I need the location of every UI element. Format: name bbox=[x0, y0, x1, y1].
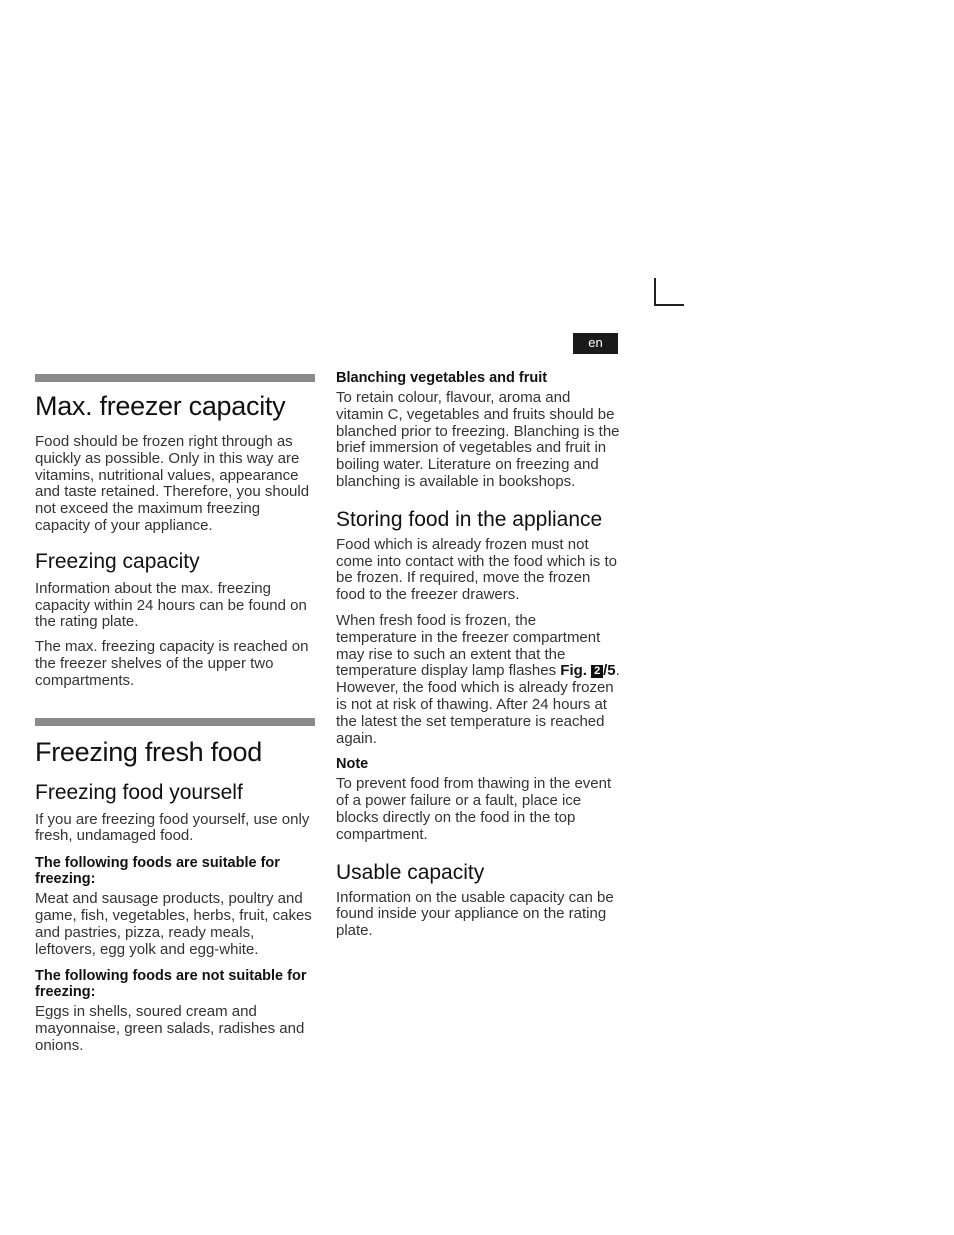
usable-capacity-text: Information on the usable capacity can be found inside your appliance on the rating plate. bbox=[336, 888, 614, 940]
crop-mark-vertical bbox=[654, 278, 656, 306]
right-column bbox=[336, 370, 620, 948]
intro-paragraph: Food should be frozen right through as quickly as possible. Only in this way are vitamins, nutritional values, appearance and taste retained. Therefore, you should not exceed the maximum freezing capacity of your appliance. bbox=[35, 433, 310, 534]
storing-paragraph-2-after: . However, the food which is already frozen is not at risk of thawing. After 24 hours at the latest the set temperature is reached again. bbox=[336, 662, 620, 747]
storing-paragraph-2 bbox=[336, 613, 620, 747]
blanching-text: To retain colour, flavour, aroma and vitamin C, vegetables and fruits should be blanched prior to freezing. Blanching is the brief immersion of vegetables and fruit in boiling water. Literature on freezing and blanching is available in bookshops. bbox=[336, 389, 620, 490]
figure-label: Fig. bbox=[560, 662, 587, 680]
crop-mark-horizontal bbox=[654, 304, 684, 306]
left-column bbox=[35, 374, 317, 1063]
section-title-freezing-fresh-food: Freezing fresh food bbox=[35, 736, 262, 767]
subheading-freezing-capacity: Freezing capacity bbox=[35, 549, 200, 573]
figure-item: /5 bbox=[603, 662, 616, 680]
language-badge: en bbox=[573, 333, 618, 354]
freezing-capacity-paragraph-2: The max. freezing capacity is reached on the freezer shelves of the upper two compartments. bbox=[35, 638, 309, 689]
section-rule bbox=[35, 374, 315, 382]
unsuitable-foods-text: Eggs in shells, soured cream and mayonnaise, green salads, radishes and onions. bbox=[35, 1003, 305, 1054]
subheading-storing-food: Storing food in the appliance bbox=[336, 507, 603, 531]
section-rule bbox=[35, 718, 315, 726]
suitable-foods-text: Meat and sausage products, poultry and game, fish, vegetables, herbs, fruit, cakes and pastries, pizza, ready meals, leftovers, egg yolk and egg-white. bbox=[35, 890, 312, 958]
storing-paragraph-2-before: When fresh food is frozen, the temperature in the freezer compartment may rise to such an extent that the temperature display lamp flashes bbox=[336, 611, 601, 680]
blanching-heading: Blanching vegetables and fruit bbox=[336, 370, 548, 386]
storing-paragraph-1: Food which is already frozen must not come into contact with the food which is to be frozen. If required, move the frozen food to the freezer drawers. bbox=[336, 535, 617, 604]
section-title-max-freezer-capacity: Max. freezer capacity bbox=[35, 391, 286, 421]
subheading-freezing-food-yourself: Freezing food yourself bbox=[35, 780, 243, 804]
note-text: To prevent food from thawing in the event of a power failure or a fault, place ice blocks directly on the food in the top compartment. bbox=[336, 775, 612, 843]
note-heading: Note bbox=[336, 756, 369, 773]
freezing-food-paragraph: If you are freezing food yourself, use only fresh, undamaged food. bbox=[35, 810, 310, 845]
subheading-usable-capacity: Usable capacity bbox=[336, 860, 485, 884]
figure-reference bbox=[560, 662, 615, 679]
figure-number-badge: 2 bbox=[591, 665, 603, 678]
unsuitable-foods-heading: The following foods are not suitable for freezing: bbox=[35, 968, 307, 1001]
suitable-foods-heading: The following foods are suitable for freezing: bbox=[35, 855, 280, 888]
freezing-capacity-paragraph-1: Information about the max. freezing capacity within 24 hours can be found on the rating plate. bbox=[35, 579, 307, 631]
